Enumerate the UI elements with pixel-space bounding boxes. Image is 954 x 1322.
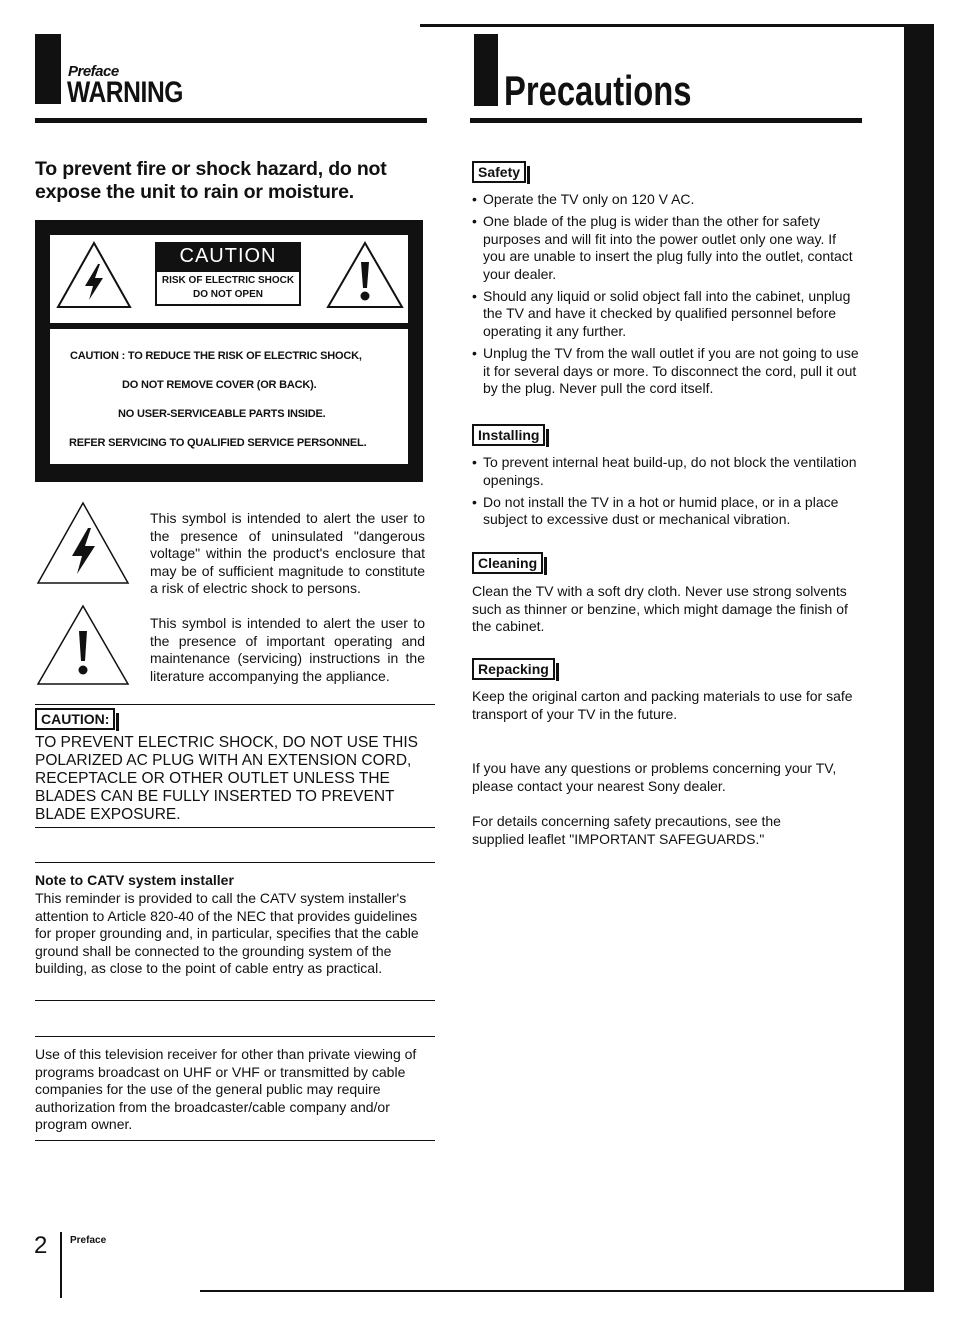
page-number: 2 — [34, 1232, 48, 1259]
cleaning-label: Cleaning — [472, 552, 543, 574]
divider — [35, 862, 435, 863]
catv-text: This reminder is provided to call the CATV system installer's attention to Article 820-40 of the NEC that provides guidelines for proper grounding and, in particular, specifies that the cable ground shall be connected to the grounding system of the building, as close to the point of cable entry as practical. — [35, 890, 419, 977]
caution-panel-line: DO NOT REMOVE COVER (OR BACK). — [122, 379, 317, 391]
safety-label: Safety — [472, 161, 526, 183]
usage-note: Use of this television receiver for other than private viewing of programs broadcast on UHF or VHF or transmitted by cable companies for the use of the general public may require authorization from the broadcaster/cable company and/or program owner. — [35, 1046, 417, 1133]
caution-panel-line: CAUTION : TO REDUCE THE RISK OF ELECTRIC SHOCK, — [70, 350, 362, 362]
caution-label: CAUTION — [155, 242, 301, 270]
top-edge-line — [420, 24, 924, 27]
header-preface: Preface — [68, 63, 119, 80]
list-item: • Operate the TV only on 120 V AC. — [472, 191, 862, 209]
catv-heading: Note to CATV system installer — [35, 872, 234, 888]
installing-label: Installing — [472, 424, 545, 446]
lightning-warning-icon — [55, 240, 133, 310]
caution-panel — [35, 220, 423, 482]
lightning-symbol-text: This symbol is intended to alert the user to the presence of uninsulated "dangerous voltage" within the product's enclosure that may be of sufficient magnitude to constitute a risk of electric shock to persons. — [150, 510, 425, 597]
caution-panel-line: REFER SERVICING TO QUALIFIED SERVICE PERSONNEL. — [69, 437, 367, 449]
caution-box-label: CAUTION: — [35, 708, 115, 730]
list-item: • One blade of the plug is wider than the other for safety purposes and will fit into the power outlet only one way. If you are unable to insert the plug fully into the outlet, contact your dealer. — [472, 213, 862, 283]
caution-box-text: TO PREVENT ELECTRIC SHOCK, DO NOT USE THIS POLARIZED AC PLUG WITH AN EXTENSION CORD, RECEPTACLE OR OTHER OUTLET UNLESS THE BLADES CAN BE FULLY INSERTED TO PREVENT BLADE EXPOSURE. — [35, 734, 418, 823]
right-edge-bar — [904, 24, 934, 1290]
section-marker — [35, 34, 61, 104]
page-title-warning: WARNING — [67, 76, 184, 109]
page-title-precautions: Precautions — [504, 67, 692, 114]
exclamation-symbol-icon — [35, 603, 131, 687]
lead-warning: To prevent fire or shock hazard, do not expose the unit to rain or moisture. — [35, 158, 387, 203]
divider — [35, 704, 435, 705]
caution-sub-line: RISK OF ELECTRIC SHOCK — [161, 275, 295, 286]
lightning-symbol-icon — [35, 500, 131, 586]
caution-sub-label — [155, 270, 301, 306]
safety-list — [472, 191, 862, 402]
contact-note: If you have any questions or problems concerning your TV, please contact your nearest Sony dealer. — [472, 760, 837, 794]
list-item: • Do not install the TV in a hot or humid place, or in a place subject to excessive dust or mechanical vibration. — [472, 494, 862, 529]
header-rule — [35, 118, 427, 123]
cleaning-text: Clean the TV with a soft dry cloth. Never use strong solvents such as thinner or benzine, which might damage the finish of the cabinet. — [472, 583, 848, 635]
list-item: • To prevent internal heat build-up, do not block the ventilation openings. — [472, 454, 862, 489]
divider — [35, 827, 435, 828]
caution-sub-line: DO NOT OPEN — [192, 289, 263, 300]
list-item: • Unplug the TV from the wall outlet if you are not going to use it for several days or more. To disconnect the cord, pull it out by the plug. Never pull the cord itself. — [472, 345, 862, 398]
footer-section: Preface — [70, 1235, 107, 1246]
repacking-text: Keep the original carton and packing materials to use for safe transport of your TV in the future. — [472, 688, 853, 722]
bottom-edge-line — [200, 1290, 934, 1292]
list-item: • Should any liquid or solid object fall into the cabinet, unplug the TV and have it checked by qualified personnel before operating it any further. — [472, 288, 862, 341]
section-marker — [474, 34, 498, 106]
caution-panel-line: NO USER-SERVICEABLE PARTS INSIDE. — [118, 408, 326, 420]
repacking-label: Repacking — [472, 658, 555, 680]
divider — [35, 1036, 435, 1037]
divider — [35, 1000, 435, 1001]
safeguards-note: For details concerning safety precautions, see the supplied leaflet "IMPORTANT SAFEGUARDS." — [472, 813, 781, 847]
exclamation-warning-icon — [325, 240, 405, 310]
exclamation-symbol-text: This symbol is intended to alert the user to the presence of important operating and maintenance (servicing) instructions in the literature accompanying the appliance. — [150, 615, 425, 684]
header-rule — [470, 118, 862, 123]
divider — [35, 1140, 435, 1141]
footer-rule — [60, 1232, 62, 1298]
installing-list — [472, 454, 862, 533]
